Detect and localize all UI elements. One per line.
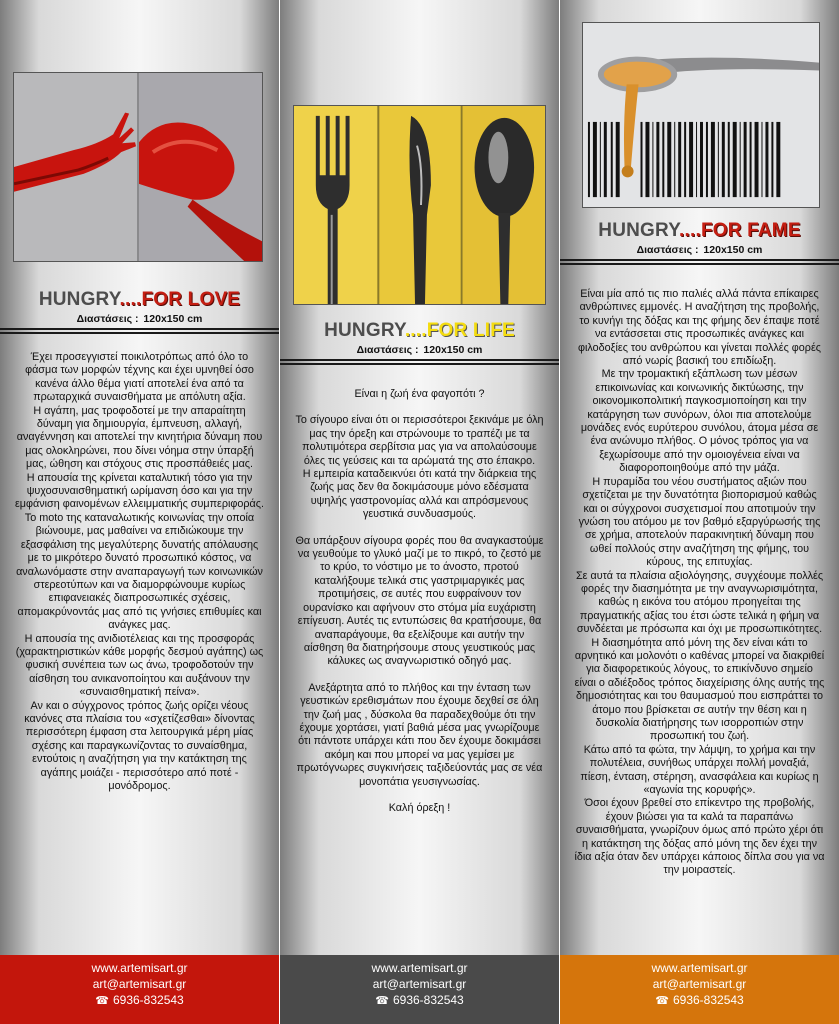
dimensions-value: 120x150 cm: [423, 344, 483, 356]
phone-number: 6936-832543: [112, 993, 184, 1007]
email-link[interactable]: art@artemisart.gr: [372, 977, 467, 991]
website-link[interactable]: www.artemisart.gr: [371, 961, 468, 975]
dimensions-label: Διαστάσεις :: [636, 244, 699, 256]
spacer: [294, 789, 545, 802]
divider: [280, 359, 559, 365]
phone-number: 6936-832543: [672, 993, 744, 1007]
panel-for-life: [280, 0, 559, 1024]
dimensions-label: Διαστάσεις :: [76, 313, 139, 325]
dimensions: [280, 344, 559, 356]
title-dots: ....: [679, 220, 701, 241]
fork-spoon-artwork: [14, 73, 262, 261]
paragraph: Η απουσία της ανιδιοτέλειας και της προσφοράς (χαρακτηριστικών κάθε μορφής δεσμού αγάπης) ως φυσική συνέπεια των ως άνω, τροφοδοτούν την αίσθηση του ανικανοποίητου και αυξάνουν την «συναισθηματική πείνα».: [15, 632, 264, 699]
panel-for-love: [0, 0, 279, 1024]
website-link[interactable]: www.artemisart.gr: [651, 961, 748, 975]
phone: [560, 992, 839, 1009]
title-hungry: HUNGRY: [598, 220, 680, 241]
panel-title: [280, 320, 559, 342]
paragraph: Η αγάπη, μας τροφοδοτεί με την απαραίτητη δύναμη για δημιουργία, έμπνευση, αλλαγή, αναγέννηση και αποτελεί την κινητήρια δύναμη που μας ολοκληρώνει, που δίνει νόημα στην ύπαρξή μας, ώθηση και στόχους στις προσπάθειές μας.: [16, 404, 263, 471]
panel-body: [574, 288, 825, 878]
painting-for-love: [13, 72, 263, 262]
phone-icon: ☎: [655, 995, 669, 1007]
phone-icon: ☎: [375, 995, 389, 1007]
panel-title: [0, 289, 279, 311]
divider: [0, 328, 279, 334]
phone-number: 6936-832543: [392, 993, 464, 1007]
contact-footer: [560, 955, 839, 1024]
panel-body: [294, 388, 545, 815]
contact-footer: [280, 955, 559, 1024]
paragraph: Η πυραμίδα του νέου συστήματος αξιών που σχετίζεται με την δυνατότητα βιοπορισμού καθώς και οι σύγχρονοι συσχετισμοί που αποτιμούν την γνώση του ατόμου με τον βαθμό εξαργύρωσής της σε χρήμα, αποτελούν παρακινητική δύναμη που ωθεί πολλούς στην αναζήτηση της φήμης, του κύρους, της επιτυχίας.: [578, 475, 821, 569]
paragraph: Έχει προσεγγιστεί ποικιλοτρόπως από όλο το φάσμα των μορφών τέχνης και έχει υμνηθεί όσο κανένα άλλο θέμα γιατί αποτελεί ένα από τα πρωταρχικά συναισθήματα με απόλυτη αξία.: [25, 351, 254, 404]
painting-for-life: [293, 105, 546, 305]
cutlery-artwork: [294, 106, 545, 304]
paragraph: Με την τρομακτική εξάπλωση των μέσων επικοινωνίας και κοινωνικής δικτύωσης, την οικονομικοπολιτική παγκοσμιοποίηση και την κατάργηση των συνόρων, όλοι πια αποτελούμε μονάδες ενός ευρύτερου συνόλου, άτομα μέσα σε ένα ανώνυμο πλήθος. Ο μόνος τρόπος για να ξεχωρίσουμε από την ομοιογένεια είναι να διαφοροποιηθούμε από την μάζα.: [580, 368, 819, 475]
paragraph: Το moto της καταναλωτικής κοινωνίας την οποία βιώνουμε, μας μαθαίνει να επιδιώκουμε την εξασφάλιση της μεγαλύτερης δυνατής απόλαυσης με το μικρότερο δυνατό προσωπικό κόστος, να αναλωνόμαστε στην αναπαραγωγή των κοινωνικών στερεοτύπων και να διαμορφώνουμε κυρίως επιφανειακές διαπροσωπικές σχέσεις, απομακρύνοντάς μας από τις γνήσιες επιθυμίες και ανάγκες μας.: [16, 511, 263, 632]
spacer: [294, 669, 545, 682]
paragraph: Η διασημότητα από μόνη της δεν είναι κάτι το αρνητικό και μολονότι ο καθένας μπορεί να διακριθεί για διαφορετικούς λόγους, το επικίνδυνο σημείο είναι ο αδιέξοδος τρόπος διαχείρισης όλης αυτής της δημοσιότητας και του θαυμασμού που εισπράττει το άτομο που βρίσκεται σε αυτήν την θέση και η δυσκολία διατήρησης των ισορροπιών στην προσωπική του ζωή.: [574, 636, 825, 743]
paragraph: Ανεξάρτητα από το πλήθος και την ένταση των γευστικών ερεθισμάτων που έχουμε δεχθεί σε όλη την ζωή μας , δύσκολα θα παραδεχθούμε ότι την έχουμε χορτάσει, γιατί βαθιά μέσα μας γνωρίζουμε ότι πάντοτε υπάρχει κάτι που δεν έχουμε δοκιμάσει ακόμη και που μπορεί να μας γεμίσει με πρωτόγνωρες συγκινήσεις ταξιδεύοντάς μας σε νέα μονοπάτια γευσιγνωσίας.: [296, 681, 543, 788]
contact-footer: [0, 955, 279, 1024]
website-link[interactable]: www.artemisart.gr: [91, 961, 188, 975]
panel-body: [14, 351, 265, 793]
dimensions-value: 120x150 cm: [143, 313, 203, 325]
dimensions-value: 120x150 cm: [703, 244, 763, 256]
painting-for-fame: [582, 22, 820, 208]
spacer: [294, 522, 545, 535]
paragraph: Είναι η ζωή ένα φαγοπότι ?: [354, 388, 485, 400]
paragraph: Η απουσία της κρίνεται καταλυτική τόσο για την ψυχοσυναισθηματική ωρίμανση όσο και για την εμφάνιση φαινομένων ελλειμματικής συμπεριφοράς.: [14, 471, 264, 511]
dimensions-label: Διαστάσεις :: [356, 344, 419, 356]
title-hungry: HUNGRY: [38, 289, 120, 310]
title-dots: ....: [119, 289, 142, 310]
paragraph: Είναι μία από τις πιο παλιές αλλά πάντα επίκαιρες ανθρώπινες εμμονές. Η αναζήτηση της προβολής, το κυνήγι της δόξας και της φήμης δεν έπαψε ποτέ να εντάσσεται στις προσωπικές ανάγκες και φιλοδοξίες του ανθρώπου και γίνεται πολλές φορές από νωρίς βασική του επιδίωξη.: [578, 288, 821, 368]
title-dots: ....: [404, 320, 427, 341]
phone: [280, 992, 559, 1009]
dimensions: [560, 244, 839, 256]
paragraph: Όσοι έχουν βρεθεί στο επίκεντρο της προβολής, έχουν βιώσει για τα καλά τα παραπάνω συναισθήματα, γνωρίζουν όμως από πρώτο χέρι ότι η κατάκτηση της δόξας από μόνη της δεν έχει την ίδια αξία όταν δεν υπάρχει κάποιος δίπλα σου για να την μοιραστείς.: [574, 797, 825, 877]
paragraph: Το σίγουρο είναι ότι οι περισσότεροι ξεκινάμε με όλη μας την όρεξη και στρώνουμε το τραπέζι με τα πολυτιμότερα σερβίτσια μας για να απολαύσουμε όλες τις γεύσεις και τα αρώματά της στο έπακρο.: [295, 414, 544, 467]
spacer: [294, 401, 545, 414]
paragraph: Θα υπάρξουν σίγουρα φορές που θα αναγκαστούμε να γευθούμε το γλυκό μαζί με το πικρό, το ζεστό με το κρύο, το νόστιμο με το άνοστο, προτού καταλήξουμε τελικά στις γαστριμαργικές μας προτιμήσεις, σε αυτές που ευφραίνουν τον ουρανίσκο και αφήνουν στο στόμα μία ευχάριστη επίγευση. Αυτές τις εντυπώσεις θα κρατήσουμε, θα αναπαράγουμε, θα εξελίξουμε και αυτήν την αίσθηση θα διατηρήσουμε στους γευστικούς μας κάλυκες ως αναγνωριστικό οδηγό μας.: [295, 534, 544, 668]
paragraph: Αν και ο σύγχρονος τρόπος ζωής ορίζει νέους κανόνες στα πλαίσια του «σχετίζεσθαι» δίνοντας περισσότερη έμφαση στα λειτουργικά μέρη μίας σχέσης και παραγκωνίζοντας το συναίσθημα, εντούτοις η αναζήτηση για την κατάκτηση της αγάπης μοιάζει - περισσότερο από ποτέ - μονόδρομος.: [24, 699, 255, 792]
phone-icon: ☎: [95, 995, 109, 1007]
paragraph: Κάτω από τα φώτα, την λάμψη, το χρήμα και την πολυτέλεια, συνήθως υπάρχει πολλή μοναξιά, πίεση, ένταση, στέρηση, ανασφάλεια και κυρίως η «αγωνία της κορυφής».: [580, 743, 819, 797]
panel-title: [560, 220, 839, 242]
title-for-fame: FOR FAME: [700, 220, 801, 241]
email-link[interactable]: art@artemisart.gr: [652, 977, 747, 991]
title-hungry: HUNGRY: [324, 320, 405, 341]
title-for-love: FOR LOVE: [141, 289, 241, 310]
spoon-barcode-artwork: [583, 23, 819, 207]
panel-for-fame: [560, 0, 839, 1024]
phone: [0, 992, 279, 1009]
paragraph: Η εμπειρία καταδεικνύει ότι κατά την διάρκεια της ζωής μας δεν θα δοκιμάσουμε μόνο εδέσματα υψηλής γαστρονομίας αλλά και απρόσμενους γευστικά συνδυασμούς.: [302, 468, 537, 521]
paragraph: Καλή όρεξη !: [388, 801, 451, 814]
email-link[interactable]: art@artemisart.gr: [92, 977, 187, 991]
title-for-life: FOR LIFE: [426, 320, 515, 341]
dimensions: [0, 313, 279, 325]
paragraph: Σε αυτά τα πλαίσια αξιολόγησης, συγχέουμε πολλές φορές την διασημότητα με την αναγνωρισιμότητα, καθώς η εικόνα του ατόμου προηγείται της πραγματικής αξίας του έτσι ώστε τελικά η φήμη να συνδέεται με πρόσωπα και όχι με προσωπικότητες.: [575, 569, 824, 636]
divider: [560, 259, 839, 265]
